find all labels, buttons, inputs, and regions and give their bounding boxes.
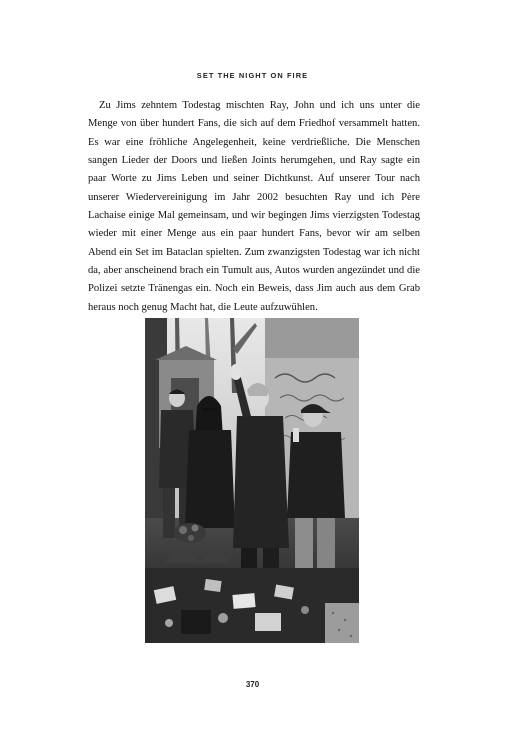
paragraph: Zu Jims zehntem Todestag mischten Ray, John und ich uns unter die Menge von über hundert Fans, die sich auf dem Friedhof versammelt hatten. Es war eine fröhliche Angelegenheit, keine verdrießliche. Die Menschen sangen Lieder der Doors und ließen Joints herumgehen, und Ray sagte ein paar Worte zu Jims Leben und seiner Dichtkunst. Auf unserer Tour nach unserer Wiedervereinigung im Jahr 2002 besuchten Ray und ich Père Lachaise einige Mal gemeinsam, und wir begingen Jims vierzigsten Todestag wieder mit einer Menge aus ein paar hundert Fans, bevor wir am selben Abend ein Set im Bataclan spielten. Zum zwanzigsten Todestag war ich nicht da, aber anscheinend brach ein Tumult aus, Autos wurden angezündet und die Polizei setzte Tränengas ein. Noch ein Beweis, dass Jim auch aus dem Grab heraus noch genug Macht hat, die Leute aufzuwühlen. xyxy=(88,100,420,313)
cemetery-photo xyxy=(145,318,359,643)
page-number: 370 xyxy=(245,680,260,689)
running-head: SET THE NIGHT ON FIRE xyxy=(196,71,309,80)
body-text xyxy=(88,97,420,317)
